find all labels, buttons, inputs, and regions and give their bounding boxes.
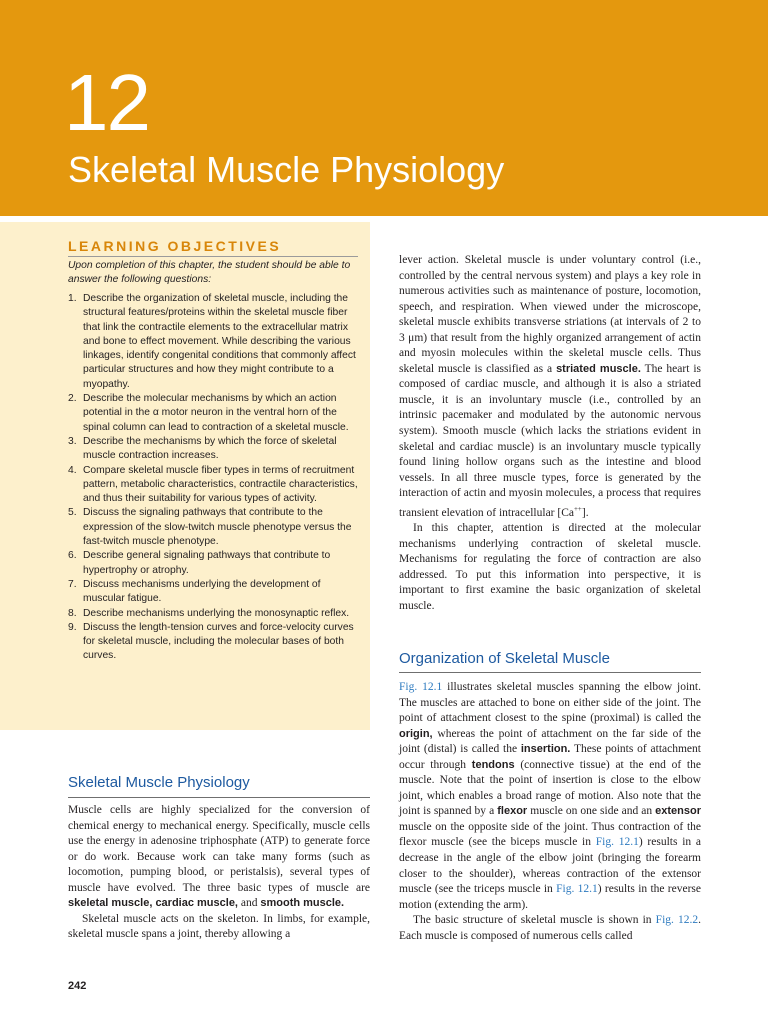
list-item [68, 392, 364, 435]
figure-link[interactable]: Fig. 12.2 [655, 914, 699, 927]
learning-objectives-intro: Upon completion of this chapter, the student should be able to answer the following questions: [68, 260, 351, 286]
bold-term: origin, [399, 727, 433, 740]
learning-objectives-heading: LEARNING OBJECTIVES [68, 237, 358, 257]
chapter-title: Skeletal Muscle Physiology [68, 149, 505, 190]
item-text: Discuss mechanisms underlying the development of muscular fatigue. [83, 578, 321, 605]
chapter-number: 12 [64, 58, 149, 147]
text-run: lever action. Skeletal muscle is under voluntary control (i.e., controlled by the central nervous system) and plays a key role in numerous activities such as maintenance of posture, locomotion, speech, and respiration. When viewed under the microscope, skeletal muscle exhibits transverse striations (at intervals of 2 to 3 μm) that result from the highly organized arrangement of actin and myosin molecules within the skeletal muscle cells. Thus skeletal muscle is classified as a [399, 254, 701, 375]
section-divider [399, 672, 701, 673]
text-run: (connective tissue) at the end of the muscle. Note that the point of insertion is close to the elbow joint, which enables a broad range of motion. Also note that the joint is spanned by a [399, 758, 701, 818]
left-column-body [68, 803, 370, 943]
list-item [68, 435, 364, 464]
figure-link[interactable]: Fig. 12.1 [399, 681, 443, 693]
right-column-body-top [399, 253, 701, 614]
paragraph [399, 913, 701, 944]
bold-term: smooth muscle. [260, 897, 345, 910]
text-run: . Each muscle is composed of numerous cells called [399, 914, 701, 942]
item-number: 7. [68, 578, 77, 590]
list-item [68, 578, 364, 607]
list-item [68, 464, 364, 507]
text-run: ) results in the reverse motion (extending the arm). [399, 883, 701, 911]
paragraph: Skeletal muscle acts on the skeleton. In limbs, for example, skeletal muscle spans a joint, thereby allowing a [68, 912, 370, 941]
figure-link[interactable]: Fig. 12.1 [556, 883, 598, 896]
text-run: These points of attachment occur through [399, 743, 701, 771]
item-number: 4. [68, 464, 77, 476]
section-divider [68, 797, 370, 798]
item-number: 1. [68, 293, 77, 304]
text-run: muscle on one side and an [527, 805, 656, 818]
list-item [68, 607, 364, 621]
paragraph [68, 803, 370, 912]
right-column-body-bottom [399, 680, 701, 944]
item-text: Describe the mechanisms by which the force of skeletal muscle contraction increases. [83, 435, 337, 462]
paragraph: In this chapter, attention is directed at the molecular mechanisms underlying contraction of skeletal muscle. Mechanisms for regulating the force of contraction are also addressed. To put this information into perspective, it is important to first examine the basic organization of skeletal muscle. [399, 522, 701, 612]
list-item [68, 621, 364, 664]
item-number: 5. [68, 507, 77, 519]
text-run: The basic structure of skeletal muscle is shown in [413, 914, 656, 927]
item-number: 8. [68, 607, 77, 619]
item-text: Describe the molecular mechanisms by which an action potential in the α motor neuron in the ventral horn of the spinal column can lead to contraction of a skeletal muscle. [83, 393, 349, 433]
text-run: muscle on the opposite side of the joint. Thus contraction of the flexor muscle (see the biceps muscle in [399, 820, 701, 849]
text-run: ) results in a decrease in the angle of the elbow joint (bringing the forearm closer to the shoulder), whereas contraction of the extensor muscle (see the triceps muscle in [399, 836, 701, 896]
figure-link[interactable]: Fig. 12.1 [595, 836, 639, 849]
item-text: Describe general signaling pathways that contribute to hypertrophy or atrophy. [83, 550, 331, 576]
text-run: illustrates skeletal muscles spanning the elbow joint. The muscles are attached to bone on either side of the joint. The point of attachment closest to the spine (proximal) is called the [399, 681, 701, 725]
item-number: 3. [68, 435, 77, 447]
list-item [68, 549, 364, 578]
chapter-header-band [0, 0, 768, 216]
bold-term: extensor [655, 805, 701, 818]
text-run: The heart is composed of cardiac muscle, and although it is also a striated muscle, it is an involuntary muscle (i.e., controlled by an intrinsic pacemaker and modulated by the autonomic nervous system). Smooth muscle (which lacks the striations evident in skeletal and cardiac muscle) is an involuntary muscle typically found lining hollow organs such as the intestine and blood vessels. In all three muscle types, force is generated by the interaction of actin and myosin molecules, a process that requires transient elevation of intracellular [Ca [399, 362, 701, 519]
text-run: Muscle cells are highly specialized for the conversion of chemical energy to mechanical energy. Specifically, muscle cells use the energy in adenosine triphosphate (ATP) to generate force or do work. Because work can take many forms (such as locomotion, pumping blood, or peristalsis), several types of muscle have evolved. The three basic types of muscle are [68, 804, 370, 894]
bold-term: tendons [471, 758, 515, 771]
item-number: 6. [68, 550, 77, 562]
text-run: ]. [581, 506, 589, 519]
learning-objectives-list [68, 292, 364, 664]
superscript: ++ [573, 504, 582, 513]
list-item [68, 292, 364, 392]
bold-term: striated muscle. [556, 362, 641, 375]
section-heading-skeletal-muscle-physiology: Skeletal Muscle Physiology [68, 774, 250, 791]
item-text: Describe mechanisms underlying the monosynaptic reflex. [83, 607, 350, 619]
bold-term: flexor [497, 805, 528, 818]
item-text: Discuss the signaling pathways that contribute to the expression of the slow-twitch muscle phenotype versus the fast-twitch muscle phenotype. [83, 507, 352, 548]
item-number: 9. [68, 621, 77, 633]
text-run: whereas the point of attachment on the far side of the joint (distal) is called the [399, 727, 701, 756]
item-text: Describe the organization of skeletal muscle, including the structural features/proteins within the skeletal muscle fiber that link the contractile elements to the extracellular matrix and bone to effect movement. While describing the various linkages, identify congenital conditions that commonly affect particular structures and how they might contribute to a myopathy. [83, 293, 356, 390]
list-item [68, 506, 364, 549]
item-text: Discuss the length-tension curves and force-velocity curves for skeletal muscle, including the molecular bases of both curves. [83, 621, 354, 662]
item-text: Compare skeletal muscle fiber types in terms of recruitment pattern, metabolic characteristics, contractile characteristics, and thus their suitability for various types of activity. [83, 464, 358, 505]
paragraph [399, 680, 701, 913]
text-run: and [238, 897, 261, 910]
paragraph [399, 253, 701, 521]
section-heading-organization: Organization of Skeletal Muscle [399, 650, 610, 667]
page-number: 242 [68, 980, 87, 992]
item-number: 2. [68, 393, 77, 405]
bold-term: insertion. [520, 743, 571, 756]
bold-term: skeletal muscle, cardiac muscle, [68, 897, 238, 910]
